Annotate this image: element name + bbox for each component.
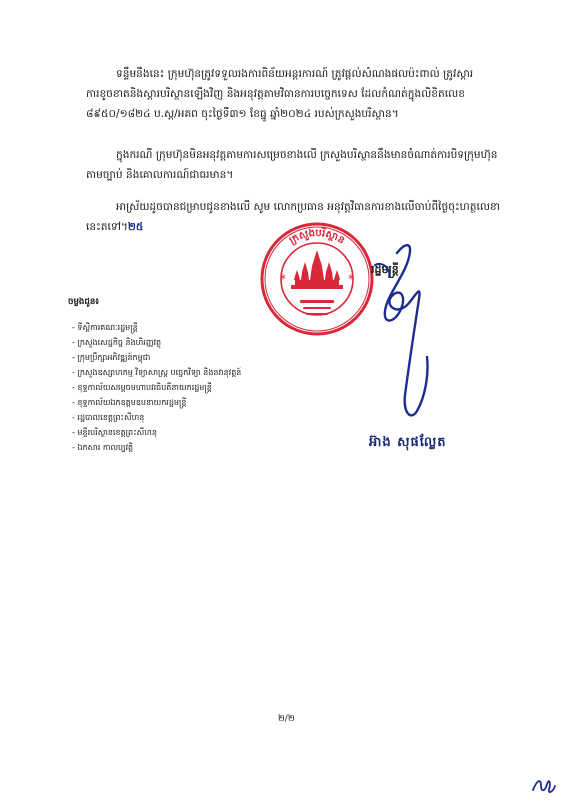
signature-icon: [335, 225, 445, 435]
list-item: - មន្ទីរបរិស្ថានខេត្តព្រះសីហនុ: [72, 428, 157, 437]
list-item: - ក្រុមប្រឹក្សាអភិវឌ្ឍន៍កម្ពុជា: [72, 353, 151, 362]
svg-text:*: *: [280, 272, 286, 286]
paragraph-text: ទន្ទឹមនឹងនេះ ក្រុមហ៊ុនត្រូវទទួលរងការពិន័យអន្តរការណ៍ ត្រូវផ្ដល់សំណងផលប៉ះពាល់ ត្រូវស្ដារការខូចខាតនិងស្ដារបរិស្ថានឡើងវិញ និងអនុវត្តតាមវិធានការបច្ចេកទេស ដែលកំណត់ក្នុងលិខិតលេខ ៨៩៥០/១៨២៤ ប.ស្ត/អគព ចុះថ្ងៃទី៣១ ខែធ្នូ ឆ្នាំ២០២៤ របស់ក្រសួងបរិស្ថាន។: [86, 68, 474, 120]
handwritten-date: ២៥: [127, 221, 144, 233]
list-item: - ក្រសួងសេដ្ឋកិច្ច និងហិរញ្ញវត្ថុ: [72, 338, 162, 347]
list-item: - ទីស្ដីការគណៈរដ្ឋមន្ត្រី: [72, 323, 138, 332]
list-item: - ក្រសួងឧស្សាហកម្ម វិទ្យាសាស្ត្រ បច្ចេកវិទ្យា និងនវានុវត្តន៍: [72, 368, 242, 377]
list-item: - ខុទ្ទកាល័យឯកឧត្តមឧបនាយករដ្ឋមន្ត្រី: [72, 398, 187, 407]
paragraph-compensation: [86, 64, 506, 124]
list-item: - ឯកសារ កាលប្បវត្តិ: [72, 443, 134, 452]
paragraph-closure: [86, 145, 506, 185]
paragraph-text: ក្នុងករណី ក្រុមហ៊ុនមិនអនុវត្តតាមការសម្រេចខាងលើ ក្រសួងបរិស្ថាននឹងមានចំណាត់ការបិទក្រុមហ៊ុនតាមច្បាប់ និងគោលការណ៍ជាធរមាន។: [86, 149, 498, 181]
cc-recipient-list: [72, 320, 241, 455]
list-item: - រដ្ឋបាលខេត្តព្រះសីហនុ: [72, 413, 145, 422]
cc-heading: ចម្លងជូន៖: [68, 297, 100, 307]
list-item: - ខុទ្ទកាល័យសម្ដេចមហាបវរធិបតីនាយករដ្ឋមន្ត្រី: [72, 383, 212, 392]
closing-text: អាស្រ័យដូចបានជម្រាបជូនខាងលើ សូម លោកប្រធាន អនុវត្តវិធានការខាងលើចាប់ពីថ្ងៃចុះហត្ថលេខានេះតទៅ។: [86, 201, 500, 233]
seal-text: ក្រសួងបរិស្ថាន: [287, 227, 347, 247]
svg-text:*: *: [348, 272, 354, 286]
signer-name: អ៊ាង សុផល្លែត: [369, 435, 447, 450]
signer-title: រដ្ឋមន្ត្រី: [371, 263, 399, 276]
initials-icon: [529, 772, 557, 796]
page-number: ២/២: [278, 714, 295, 724]
